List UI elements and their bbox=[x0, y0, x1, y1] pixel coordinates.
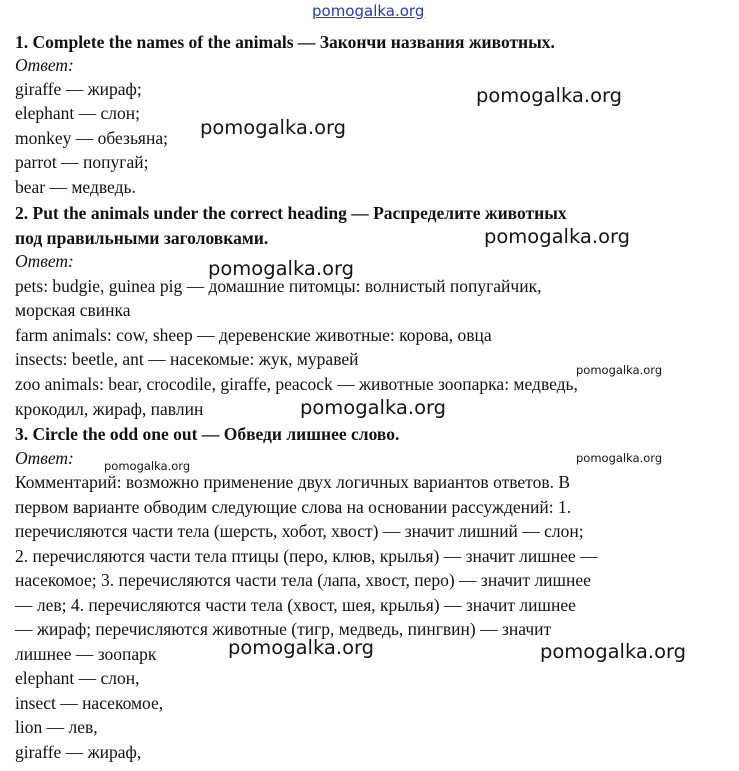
watermark: pomogalka.org bbox=[576, 363, 663, 377]
comment-line: лишнее — зоопарк bbox=[15, 644, 157, 664]
watermark: pomogalka.org bbox=[228, 636, 375, 659]
watermark: pomogalka.org bbox=[484, 225, 631, 248]
answer-line: elephant — слон; bbox=[15, 103, 141, 123]
answer-line: lion — лев, bbox=[15, 717, 98, 737]
watermark: pomogalka.org bbox=[476, 84, 623, 107]
answer-line: крокодил, жираф, павлин bbox=[15, 399, 204, 419]
site-header-link[interactable]: pomogalka.org bbox=[312, 2, 425, 20]
comment-line: первом варианте обводим следующие слова на основании рассуждений: 1. bbox=[15, 497, 572, 517]
answer-line: bear — медведь. bbox=[15, 177, 136, 197]
answer-line: морская свинка bbox=[15, 300, 131, 320]
answer-label: Ответ: bbox=[15, 448, 74, 468]
comment-line: насекомое; 3. перечисляются части тела (лапа, хвост, перо) — значит лишнее bbox=[15, 570, 591, 590]
answer-line: pets: budgie, guinea pig — домашние питомцы: волнистый попугайчик, bbox=[15, 276, 542, 296]
comment-line: — лев; 4. перечисляются части тела (хвост, шея, крылья) — значит лишнее bbox=[15, 595, 576, 615]
watermark: pomogalka.org bbox=[576, 451, 663, 465]
task-2-heading-cont: под правильными заголовками. bbox=[15, 228, 269, 248]
answer-line: farm animals: cow, sheep — деревенские животные: корова, овца bbox=[15, 325, 492, 345]
answer-line: giraffe — жираф; bbox=[15, 79, 142, 99]
watermark: pomogalka.org bbox=[200, 116, 347, 139]
task-2-heading: 2. Put the animals under the correct heading — Распределите животных bbox=[15, 203, 567, 223]
task-3-heading: 3. Circle the odd one out — Обведи лишнее слово. bbox=[15, 424, 400, 444]
comment-line: Комментарий: возможно применение двух логичных вариантов ответов. В bbox=[15, 472, 571, 492]
watermark: pomogalka.org bbox=[208, 257, 355, 280]
answer-line: parrot — попугай; bbox=[15, 152, 149, 172]
comment-line: — жираф; перечисляются животные (тигр, медведь, пингвин) — значит bbox=[15, 619, 552, 639]
task-1-heading: 1. Complete the names of the animals — Закончи названия животных. bbox=[15, 32, 555, 52]
answer-line: giraffe — жираф, bbox=[15, 742, 142, 762]
answer-label: Ответ: bbox=[15, 55, 74, 75]
watermark: pomogalka.org bbox=[540, 640, 687, 663]
watermark: pomogalka.org bbox=[300, 396, 447, 419]
answer-line: insect — насекомое, bbox=[15, 693, 164, 713]
answer-line: insects: beetle, ant — насекомые: жук, муравей bbox=[15, 349, 359, 369]
watermark: pomogalka.org bbox=[104, 459, 191, 473]
answer-line: elephant — слон, bbox=[15, 668, 140, 688]
answer-label: Ответ: bbox=[15, 251, 74, 271]
comment-line: 2. перечисляются части тела птицы (перо, клюв, крылья) — значит лишнее — bbox=[15, 546, 598, 566]
answer-line: zoo animals: bear, crocodile, giraffe, peacock — животные зоопарка: медведь, bbox=[15, 374, 578, 394]
answer-line: monkey — обезьяна; bbox=[15, 128, 168, 148]
comment-line: перечисляются части тела (шерсть, хобот, хвост) — значит лишний — слон; bbox=[15, 521, 584, 541]
